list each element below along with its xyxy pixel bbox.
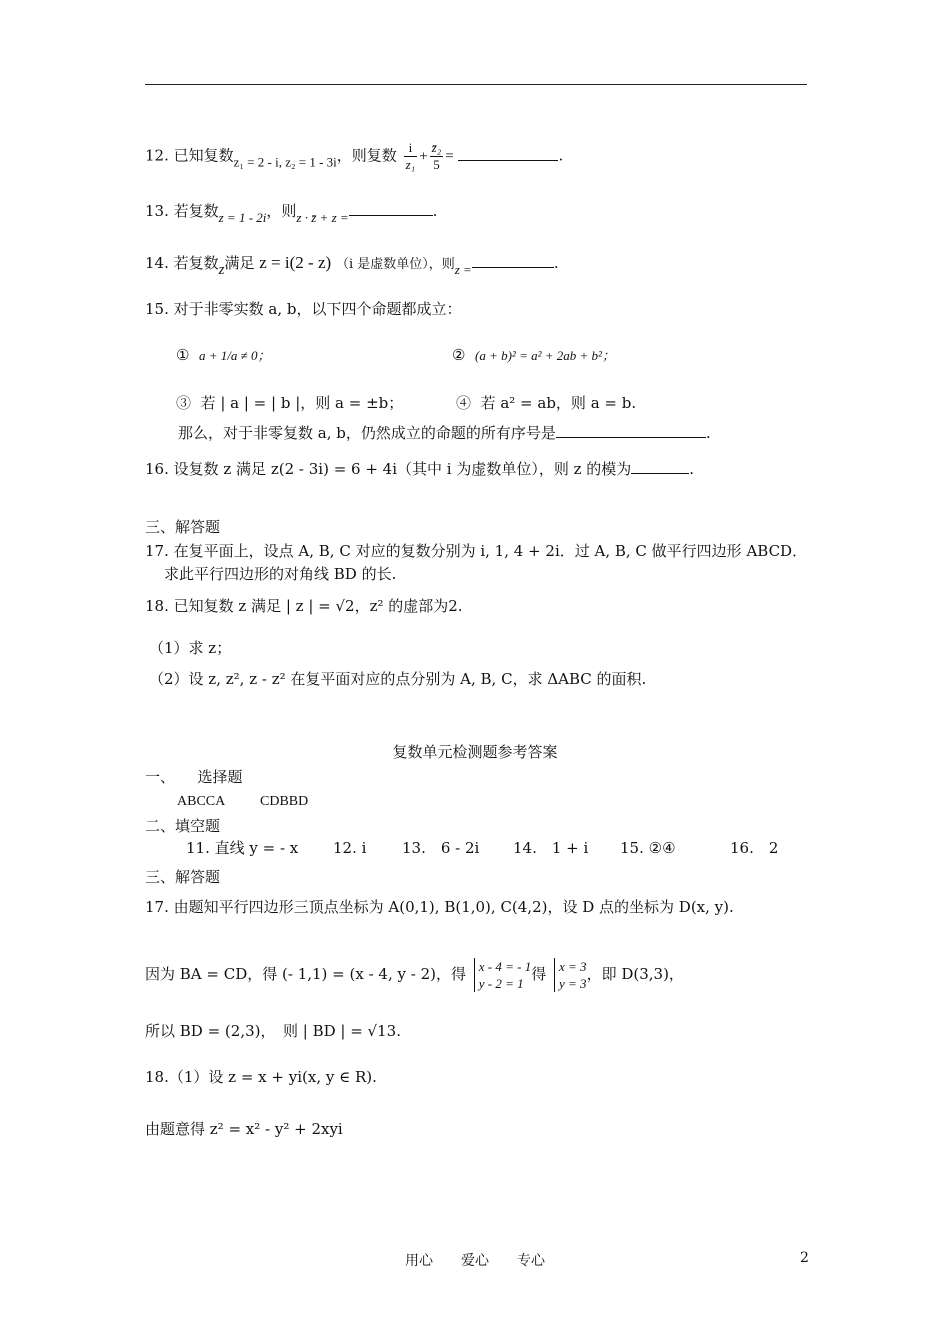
answers-section-3: 三、解答题 <box>145 868 221 886</box>
question-15-intro: 15. 对于非零实数 a, b，以下四个命题都成立： <box>145 300 462 318</box>
question-14: 14. 若复数z满足 z = i(2 - z) （i 是虚数单位），则z = . <box>145 253 559 278</box>
answer-blank <box>631 459 689 474</box>
answer-blank <box>472 253 554 268</box>
q13-given: z = 1 - 2i <box>218 210 267 225</box>
question-18: 18. 已知复数 z 满足 | z | = √2，z² 的虚部为2. <box>145 597 463 615</box>
header-rule <box>145 84 807 85</box>
question-13: 13. 若复数z = 1 - 2i，则z · z̄ + z = . <box>145 202 438 225</box>
question-16: 16. 设复数 z 满足 z(2 - 3i) = 6 + 4i（其中 i 为虚数单位），则 z 的模为 . <box>145 460 695 478</box>
answer-17-line1: 17. 由题知平行四边形三顶点坐标为 A(0,1), B(1,0), C(4,2)，设 D 点的坐标为 D(x, y). <box>145 898 734 916</box>
q12-fraction-1: $\frac{i}{\text{z₁}}$ <box>405 140 416 172</box>
proposition-2: ② (a + b)² = a² + 2ab + b²； <box>452 346 615 364</box>
answers-section-2: 二、填空题 <box>145 817 221 835</box>
q12-given: z₁ = 2 - i, z₂ = 1 - 3i <box>233 154 337 170</box>
answer-17-line2: 因为 BA = CD，得 (- 1,1) = (x - 4, y - 2)，得 x - 4 = - 1 y - 2 = 1 得 x = 3 y = 3 ，即 D(3,3)， <box>145 959 684 991</box>
q12-fraction-2: $\frac{\text{z̄₂}}{5}$ <box>431 140 442 172</box>
question-18-part1: （1）求 z； <box>149 639 232 657</box>
q13-expression: z · z̄ + z = <box>296 210 349 225</box>
section-heading: 三、解答题 <box>145 518 221 536</box>
answer-18-line1: 18.（1）设 z = x + yi(x, y ∈ R). <box>145 1068 377 1086</box>
answers-title: 复数单元检测题参考答案 <box>392 743 558 761</box>
proposition-4: ④ 若 a² = ab，则 a = b. <box>456 394 637 412</box>
q14-condition: z = i(2 - z) <box>259 253 332 272</box>
fill-answer-14: 14. 1 + i <box>513 839 589 857</box>
equation-system-1: x - 4 = - 1 y - 2 = 1 <box>474 958 531 992</box>
choice-answers-2: CDBBD <box>260 794 309 809</box>
fill-answer-16: 16. 2 <box>730 839 779 857</box>
proposition-3: ③ 若 | a | = | b |，则 a = ±b； <box>176 394 404 412</box>
answers-section-1: 一、 选择题 <box>145 768 243 786</box>
proposition-1: ① a + 1/a ≠ 0； <box>176 346 271 364</box>
question-12: 12. 已知复数z₁ = 2 - i, z₂ = 1 - 3i，则复数 $\frac{i}{\text{z₁}}$ + $\frac{\text{z̄₂}}{5}$ = . <box>145 140 564 172</box>
answer-17-line3: 所以 BD = (2,3)， 则 | BD | = √13. <box>145 1022 401 1040</box>
fill-answer-15: 15. ②④ <box>620 839 676 857</box>
question-18-part2: （2）设 z, z², z - z² 在复平面对应的点分别为 A, B, C，求 ΔABC 的面积. <box>149 670 647 688</box>
answer-blank <box>349 201 433 216</box>
page-number: 2 <box>800 1250 809 1266</box>
answer-blank <box>458 146 558 161</box>
question-17-line2: 求此平行四边形的对角线 BD 的长. <box>164 565 397 583</box>
answer-blank <box>556 423 706 438</box>
answer-18-line2: 由题意得 z² = x² - y² + 2xyi <box>145 1120 343 1138</box>
choice-answers-1: ABCCA <box>177 794 226 809</box>
fill-answer-13: 13. 6 - 2i <box>402 839 480 857</box>
question-17-line1: 17. 在复平面上，设点 A, B, C 对应的复数分别为 i, 1, 4 + 2i．过 A, B, C 做平行四边形 ABCD． <box>145 542 808 560</box>
equation-system-2: x = 3 y = 3 <box>554 958 587 992</box>
fill-answer-11: 11. 直线 y = - x <box>186 839 299 857</box>
page-footer: 用心 爱心 专心 <box>405 1253 545 1269</box>
fill-answer-12: 12. i <box>333 839 367 857</box>
question-15-conclusion: 那么，对于非零复数 a, b，仍然成立的命题的所有序号是 . <box>178 424 711 442</box>
